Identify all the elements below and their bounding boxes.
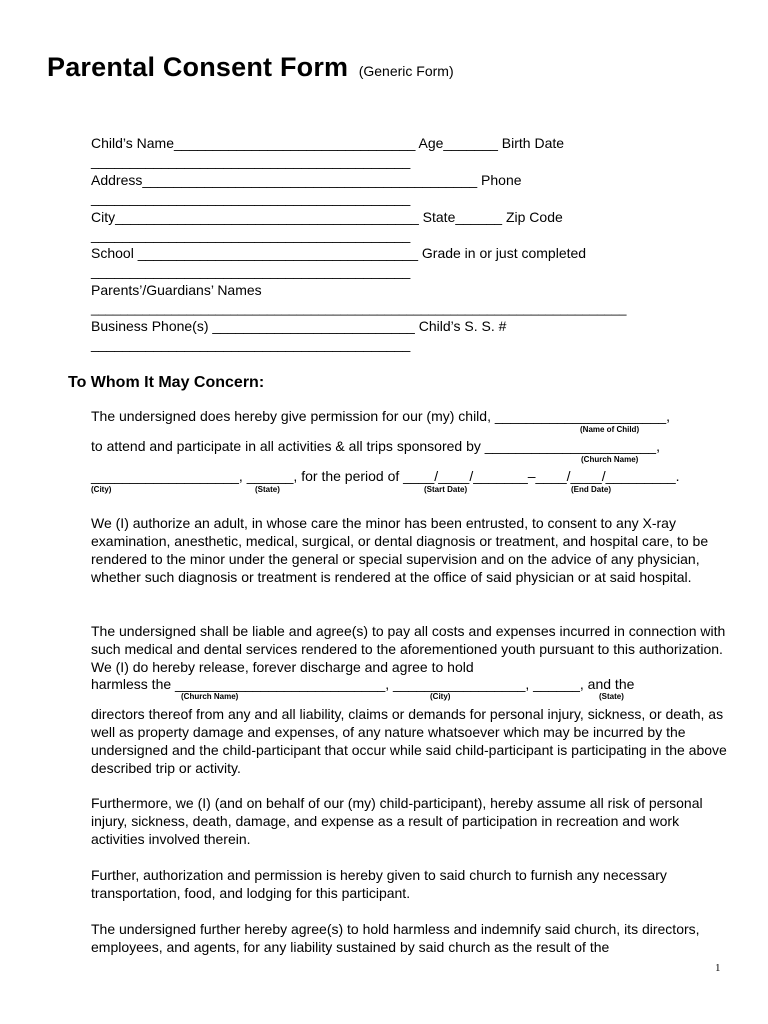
zip-code-blank[interactable]: _________________________________________ xyxy=(91,227,411,243)
birth-date-blank[interactable]: _________________________________________ xyxy=(91,153,411,169)
state-caption: (State) xyxy=(255,485,280,494)
parents-guardians-label: Parents’/Guardians’ Names xyxy=(91,282,262,298)
name-of-child-caption: (Name of Child) xyxy=(580,425,640,434)
permission-period-line[interactable]: ___________________, ______, for the period of ____/____/_______–____/____/_________. xyxy=(91,468,680,484)
form-title-main: Parental Consent Form xyxy=(47,52,349,82)
release-city-caption: (City) xyxy=(430,692,451,701)
page-number: 1 xyxy=(715,962,721,974)
start-date-caption: (Start Date) xyxy=(424,485,468,494)
parents-guardians-blank[interactable]: _________________________________________________________________________ xyxy=(91,301,627,316)
ssn-blank[interactable]: _________________________________________ xyxy=(91,336,411,352)
business-phone-ssn-line[interactable]: Business Phone(s) __________________________ Child’s S. S. # xyxy=(91,318,507,334)
authorization-paragraph: We (I) authorize an adult, in whose care the minor has been entrusted, to consent to any X-ray examination, anesthetic, medical, surgical, or dental diagnosis or treatment, and hospital care, to be rendered to the minor under the general or special supervision and on the advice of any physician, whether such diagnosis or treatment is rendered at the office of said physician or at said hospital. xyxy=(91,515,709,585)
release-church-name-caption: (Church Name) xyxy=(181,692,239,701)
city-state-zip-line[interactable]: City_______________________________________ State______ Zip Code xyxy=(91,209,563,225)
section-heading: To Whom It May Concern: xyxy=(68,374,265,391)
indemnify-paragraph: The undersigned further hereby agree(s) to hold harmless and indemnify said church, its directors, employees, and agents, for any liability sustained by said church as the result of the xyxy=(91,921,700,955)
liability-paragraph-bottom: directors thereof from any and all liability, claims or demands for personal injury, sickness, or death, as well as property damage and expenses, of any nature whatsoever which may be incurred by the undersigned and the child-participant that occur while said child-participant is participating in the above described trip or activity. xyxy=(91,706,727,776)
address-phone-line[interactable]: Address___________________________________________ Phone xyxy=(91,172,522,188)
city-caption: (City) xyxy=(91,485,112,494)
assume-risk-paragraph: Furthermore, we (I) (and on behalf of our (my) child-participant), hereby assume all risk of personal injury, sickness, death, damage, and expense as a result of participation in recreation and work activities involved therein. xyxy=(91,795,703,847)
form-title-subtitle: (Generic Form) xyxy=(358,63,454,79)
transportation-paragraph: Further, authorization and permission is hereby given to said church to furnish any necessary transportation, food, and lodging for this participant. xyxy=(91,867,667,901)
liability-paragraph-top: The undersigned shall be liable and agree(s) to pay all costs and expenses incurred in connection with such medical and dental services rendered to the aforementioned youth pursuant to this authorization. We (I) do hereby release, forever discharge and agree to hold xyxy=(91,623,726,675)
childs-name-age-birthdate-line[interactable]: Child’s Name_______________________________ Age_______ Birth Date xyxy=(91,135,565,151)
permission-church-line[interactable]: to attend and participate in all activities & all trips sponsored by ______________________, xyxy=(91,438,660,454)
permission-child-line[interactable]: The undersigned does hereby give permission for our (my) child, ______________________, xyxy=(91,408,671,424)
end-date-caption: (End Date) xyxy=(571,485,611,494)
school-grade-line[interactable]: School ____________________________________ Grade in or just completed xyxy=(91,245,587,261)
grade-blank[interactable]: _________________________________________ xyxy=(91,263,411,279)
release-state-caption: (State) xyxy=(599,692,624,701)
liability-release-line[interactable]: harmless the ___________________________, _________________, ______, and the xyxy=(91,676,635,692)
phone-blank[interactable]: _________________________________________ xyxy=(91,190,411,206)
church-name-caption: (Church Name) xyxy=(581,455,639,464)
form-title xyxy=(47,52,454,83)
